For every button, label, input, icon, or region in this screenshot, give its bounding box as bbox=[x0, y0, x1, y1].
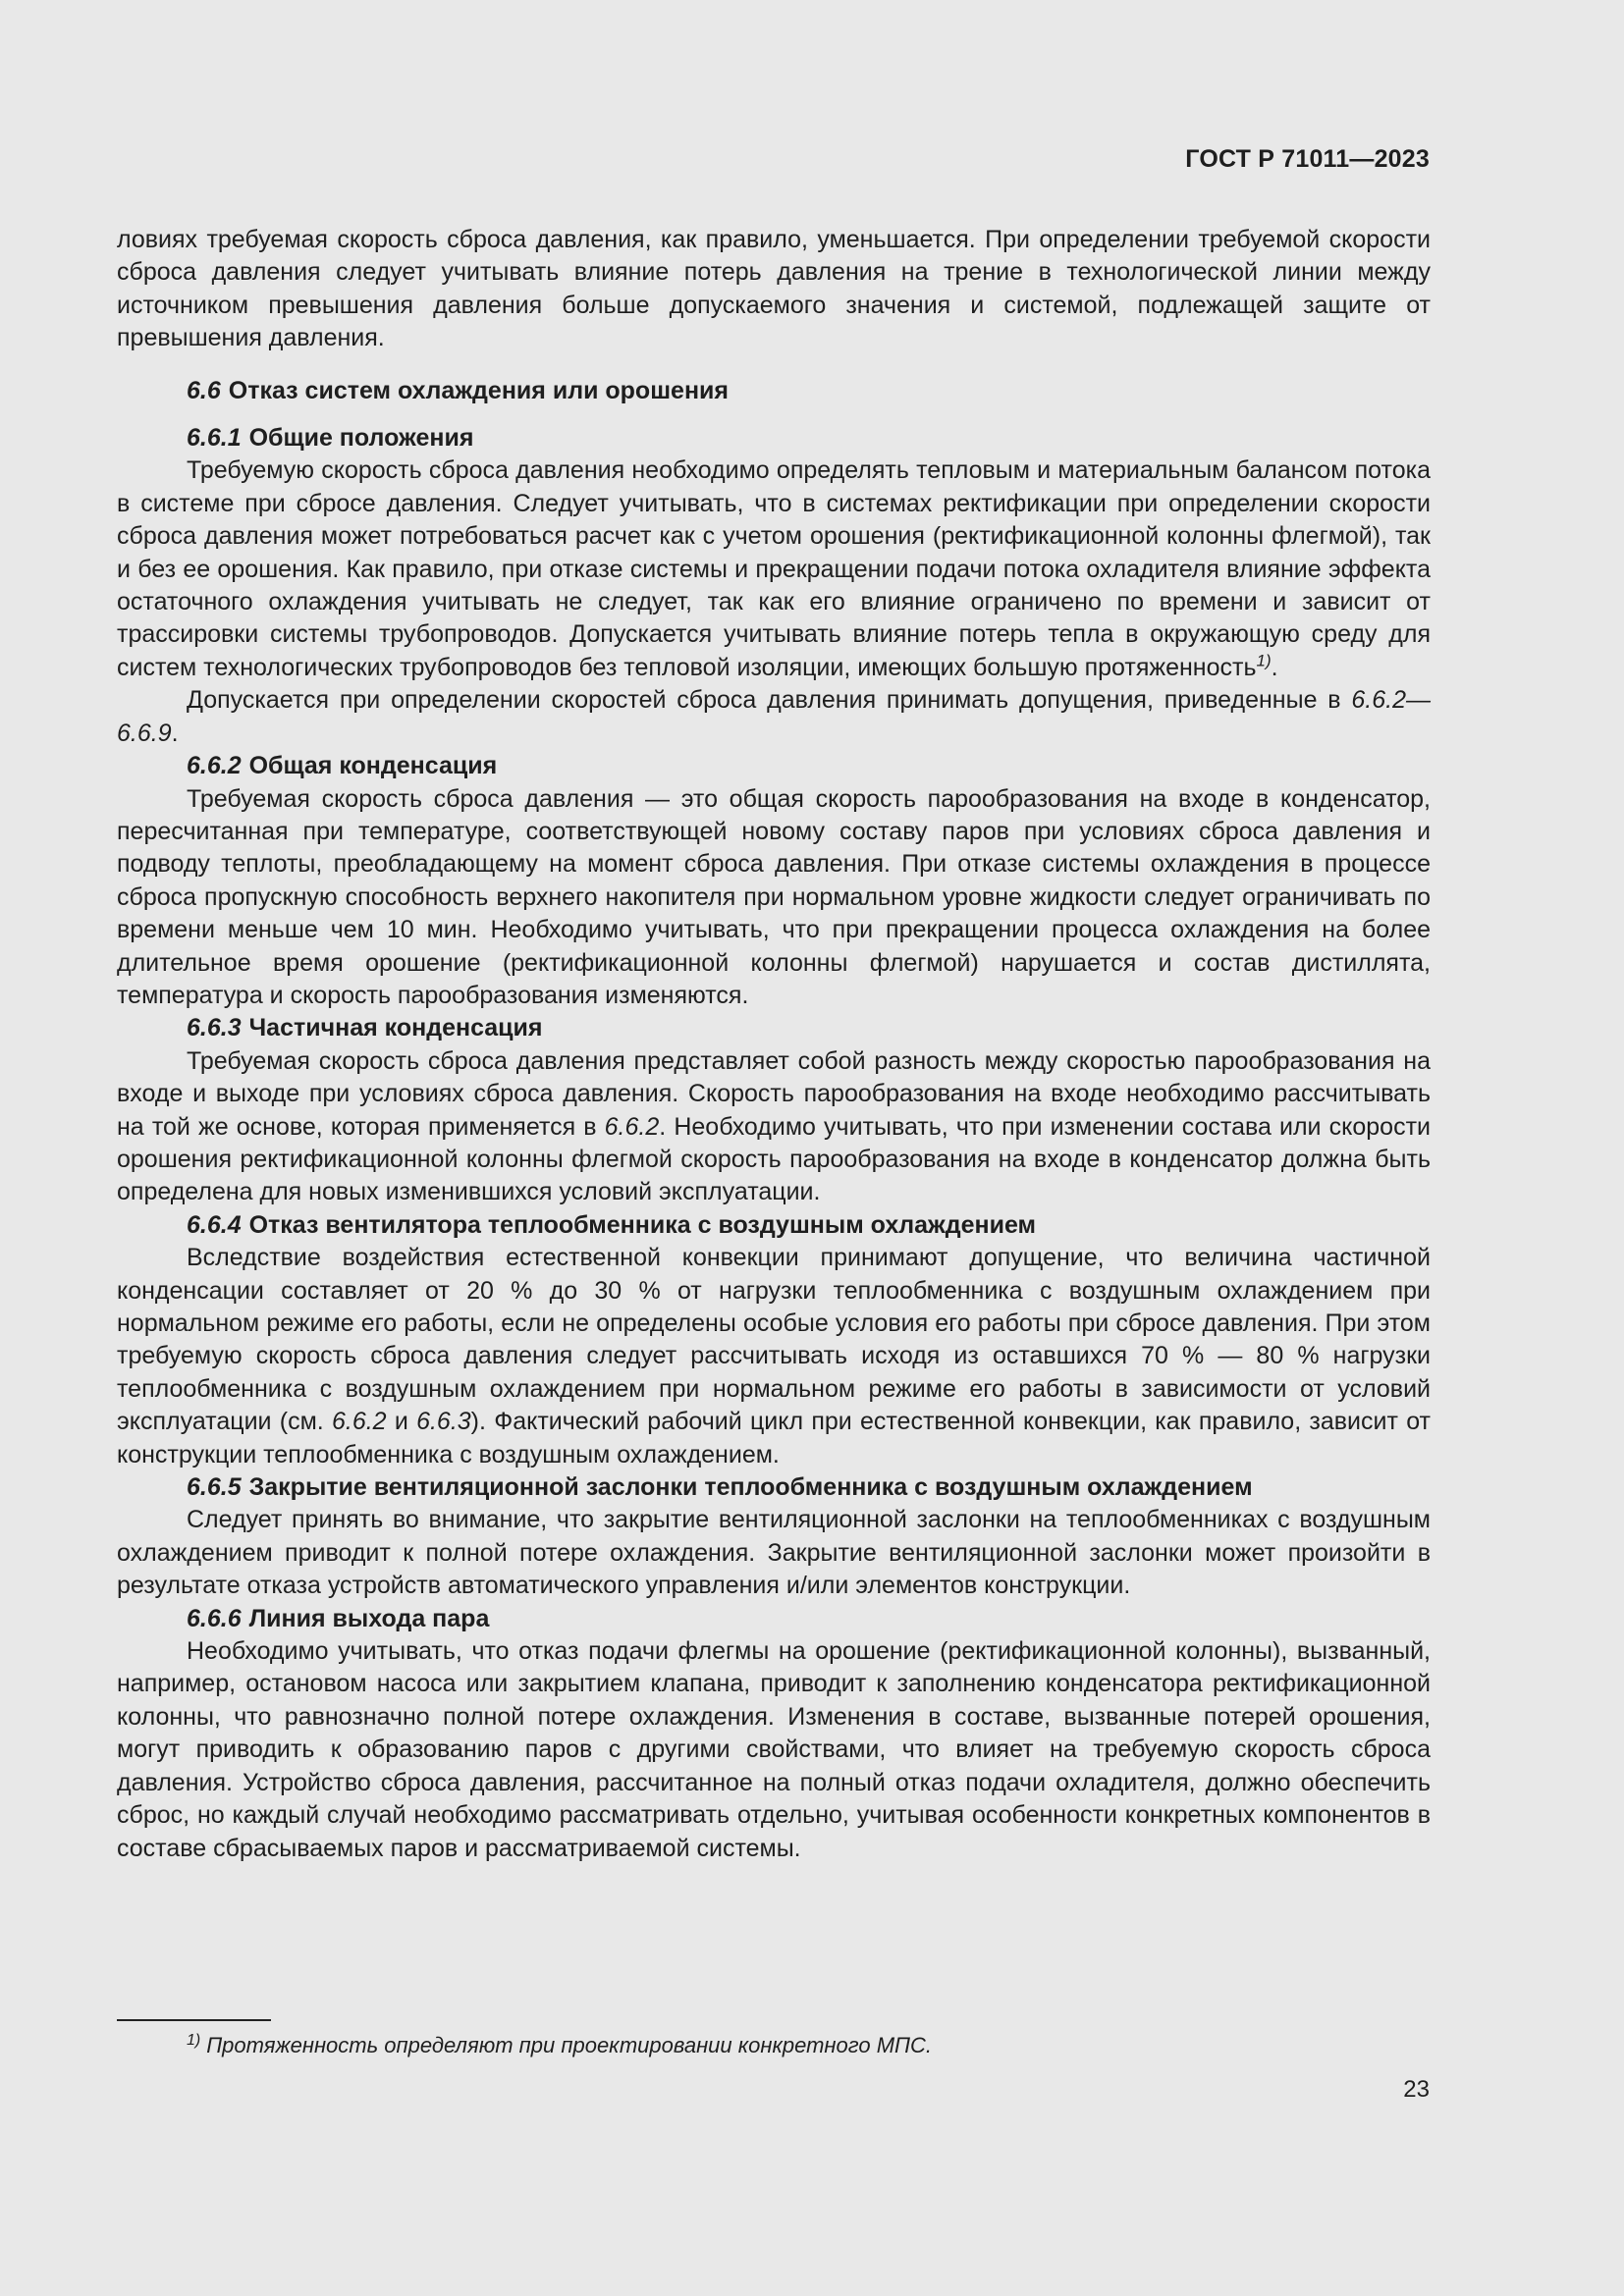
section-heading-6-6-1 bbox=[117, 422, 1431, 454]
cross-reference: 6.6.2 bbox=[604, 1112, 660, 1141]
paragraph-6-6-6: Необходимо учитывать, что отказ подачи флегмы на орошение (ректификационной колонны), вызванный, например, остановом насоса или закрытием клапана, приводит к заполнению конденсатора ректификационной колонны, что равнозначно полной потере охлаждения. Изменения в составе, вызванные потерей орошения, могут приводить к образованию паров с другими свойствами, что влияет на требуемую скорость сброса давления. Устройство сброса давления, рассчитанное на полный отказ подачи охладителя, должно обеспечить сброс, но каждый случай необходимо рассматривать отдельно, учитывая особенности конкретных компонентов в составе сбрасываемых паров и рассматриваемой системы. bbox=[117, 1637, 1431, 1862]
section-title: Общая конденсация bbox=[248, 752, 498, 780]
cross-reference: 6.6.2 bbox=[331, 1408, 387, 1436]
paragraph-6-6-1-b: Допускается при определении скоростей сброса давления принимать допущения, приведенные в 6.6.2—6.6.9. bbox=[117, 686, 1431, 747]
section-title: Отказ вентилятора теплообменника с воздушным охлаждением bbox=[248, 1210, 1037, 1239]
section-title: Частичная конденсация bbox=[248, 1014, 543, 1042]
document-body bbox=[117, 224, 1431, 1865]
paragraph-6-6-2: Требуемая скорость сброса давления — это общая скорость парообразования на входе в конденсатор, пересчитанная при температуре, соответствующей новому составу паров при условиях сброса давления и подводу теплоты, преобладающему на момент сброса давления. При отказе системы охлаждения в процессе сброса пропускную способность верхнего накопителя при нормальном уровне жидкости следует ограничивать по времени меньше чем 10 мин. Необходимо учитывать, что при прекращении процесса охлаждения на более длительное время орошение (ректификационной колонны флегмой) нарушается и состав дистиллята, температура и скорость парообразования изменяются. bbox=[117, 784, 1431, 1009]
section-number: 6.6.1 bbox=[187, 424, 242, 453]
footnote-marker: 1) bbox=[1256, 651, 1272, 670]
page-number: 23 bbox=[1403, 2076, 1430, 2103]
section-heading-6-6-2 bbox=[117, 750, 1431, 782]
section-heading-6-6 bbox=[117, 375, 1431, 407]
section-number: 6.6 bbox=[187, 376, 221, 404]
section-title: Закрытие вентиляционной заслонки теплообменника с воздушным охлаждением bbox=[248, 1473, 1253, 1502]
paragraph-6-6-1-a: Требуемую скорость сброса давления необходимо определять тепловым и материальным балансом потока в системе при сбросе давления. Следует учитывать, что в системах ректификации при определении скорости сброса давления может потребоваться расчет как с учетом орошения (ректификационной колонны флегмой), так и без ее орошения. Как правило, при отказе системы и прекращении подачи потока охладителя влияние эффекта остаточного охлаждения учитывать не следует, так как его влияние ограничено по времени и зависит от трассировки системы трубопроводов. Допускается учитывать влияние потерь тепла в окружающую среду для систем технологических трубопроводов без тепловой изоляции, имеющих большую протяженность$^{1)}$. bbox=[117, 456, 1431, 681]
section-number: 6.6.6 bbox=[187, 1604, 242, 1632]
cross-reference: 6.6.2—6.6.9 bbox=[117, 686, 1431, 747]
paragraph-6-6-4: Вследствие воздействия естественной конвекции принимают допущение, что величина частичной конденсации составляет от 20 % до 30 % от нагрузки теплообменника с воздушным охлаждением при нормальном режиме его работы, если не определены особые условия его работы при сбросе давления. При этом требуемую скорость сброса давления следует рассчитывать исходя из оставшихся 70 % — 80 % нагрузки теплообменника с воздушным охлаждением при нормальном режиме его работы в зависимости от условий эксплуатации (см. 6.6.2 и 6.6.3). Фактический рабочий цикл при естественной конвекции, как правило, зависит от конструкции теплообменника с воздушным охлаждением. bbox=[117, 1244, 1431, 1468]
document-header-id: ГОСТ Р 71011—2023 bbox=[1185, 145, 1430, 173]
section-heading-6-6-5 bbox=[117, 1471, 1431, 1504]
section-number: 6.6.5 bbox=[187, 1473, 242, 1502]
section-heading-6-6-6 bbox=[117, 1603, 1431, 1635]
section-heading-6-6-4 bbox=[117, 1209, 1431, 1242]
section-number: 6.6.4 bbox=[187, 1210, 242, 1239]
paragraph-6-6-5: Следует принять во внимание, что закрытие вентиляционной заслонки на теплообменниках с воздушным охлаждением приводит к полной потере охлаждения. Закрытие вентиляционной заслонки может произойти в результате отказа устройств автоматического управления и/или элементов конструкции. bbox=[117, 1506, 1431, 1600]
paragraph-6-6-3: Требуемая скорость сброса давления представляет собой разность между скоростью парообразования на входе и выходе при условиях сброса давления. Скорость парообразования на входе необходимо рассчитывать на той же основе, которая применяется в 6.6.2. Необходимо учитывать, что при изменении состава или скорости орошения ректификационной колонны флегмой скорость парообразования на входе в конденсатор должна быть определена для новых изменившихся условий эксплуатации. bbox=[117, 1046, 1431, 1206]
section-number: 6.6.2 bbox=[187, 752, 242, 780]
section-title: Отказ систем охлаждения или орошения bbox=[228, 376, 729, 404]
section-number: 6.6.3 bbox=[187, 1014, 242, 1042]
section-title: Линия выхода пара bbox=[248, 1604, 490, 1632]
footnote-divider bbox=[117, 2019, 271, 2021]
intro-paragraph: ловиях требуемая скорость сброса давления, как правило, уменьшается. При определении требуемой скорости сброса давления следует учитывать влияние потерь давления на трение в технологической линии между источником превышения давления больше допускаемого значения и системой, подлежащей защите от превышения давления. bbox=[117, 226, 1431, 352]
footnote-text: Протяженность определяют при проектировании конкретного МПС. bbox=[206, 2033, 932, 2057]
footnote bbox=[187, 2033, 932, 2058]
section-title: Общие положения bbox=[248, 424, 474, 453]
section-heading-6-6-3 bbox=[117, 1012, 1431, 1044]
cross-reference: 6.6.3 bbox=[416, 1408, 471, 1436]
footnote-marker: 1) bbox=[187, 2031, 201, 2049]
